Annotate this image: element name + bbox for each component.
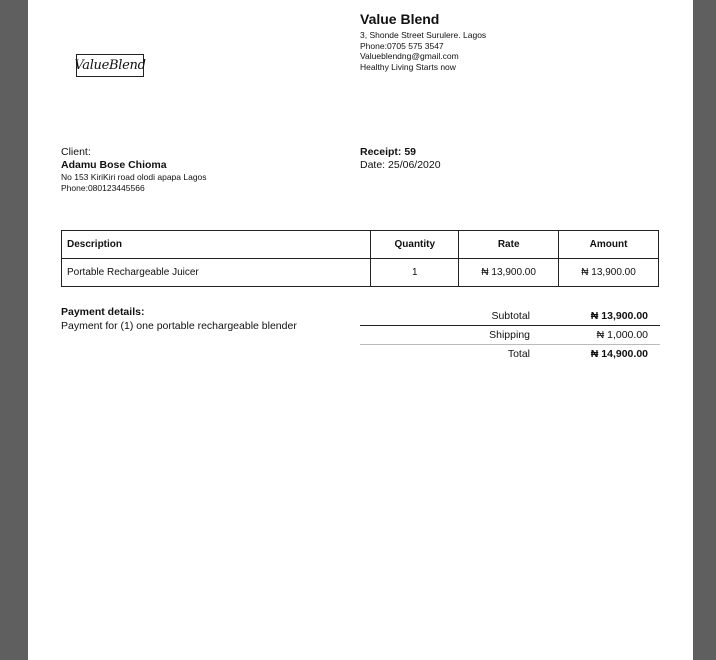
company-email: Valueblendng@gmail.com [360, 51, 459, 61]
subtotal-label: Subtotal [491, 310, 530, 322]
client-label: Client: [61, 146, 91, 158]
table-header-row [62, 231, 659, 259]
logo-text: ValueBlend [74, 58, 146, 73]
header-quantity: Quantity [371, 231, 459, 259]
client-address: No 153 KiriKiri road olodi apapa Lagos [61, 172, 207, 182]
header-rate: Rate [459, 231, 559, 259]
client-name: Adamu Bose Chioma [61, 159, 167, 171]
company-info [360, 11, 680, 72]
table-row [62, 259, 659, 287]
company-address: 3, Shonde Street Surulere. Lagos [360, 30, 487, 40]
item-description: Portable Rechargeable Juicer [62, 259, 371, 287]
total-row [360, 345, 660, 363]
company-logo [76, 54, 144, 77]
company-phone: Phone:0705 575 3547 [360, 40, 444, 51]
shipping-row [360, 326, 660, 345]
total-value: ₦ 14,900.00 [590, 348, 648, 360]
company-name: Value Blend [360, 11, 440, 27]
total-label: Total [507, 348, 530, 360]
payment-title: Payment details: [61, 306, 145, 318]
receipt-info [360, 146, 660, 172]
company-tagline: Healthy Living Starts now [360, 61, 456, 72]
receipt-page [28, 0, 693, 660]
shipping-label: Shipping [489, 329, 530, 341]
subtotal-row [360, 307, 660, 326]
payment-details [61, 306, 351, 334]
client-phone: Phone:080123445566 [61, 182, 145, 193]
totals-block [360, 307, 660, 363]
shipping-value: ₦ 1,000.00 [596, 329, 648, 341]
receipt-number: Receipt: 59 [360, 146, 417, 158]
item-amount: ₦ 13,900.00 [559, 259, 659, 287]
client-info [61, 146, 351, 193]
header-amount: Amount [559, 231, 659, 259]
item-quantity: 1 [371, 259, 459, 287]
receipt-date: Date: 25/06/2020 [360, 159, 441, 171]
items-table [61, 230, 659, 287]
item-rate: ₦ 13,900.00 [459, 259, 559, 287]
header-description: Description [62, 231, 371, 259]
payment-text: Payment for (1) one portable rechargeable blender [61, 320, 297, 332]
subtotal-value: ₦ 13,900.00 [590, 310, 648, 322]
